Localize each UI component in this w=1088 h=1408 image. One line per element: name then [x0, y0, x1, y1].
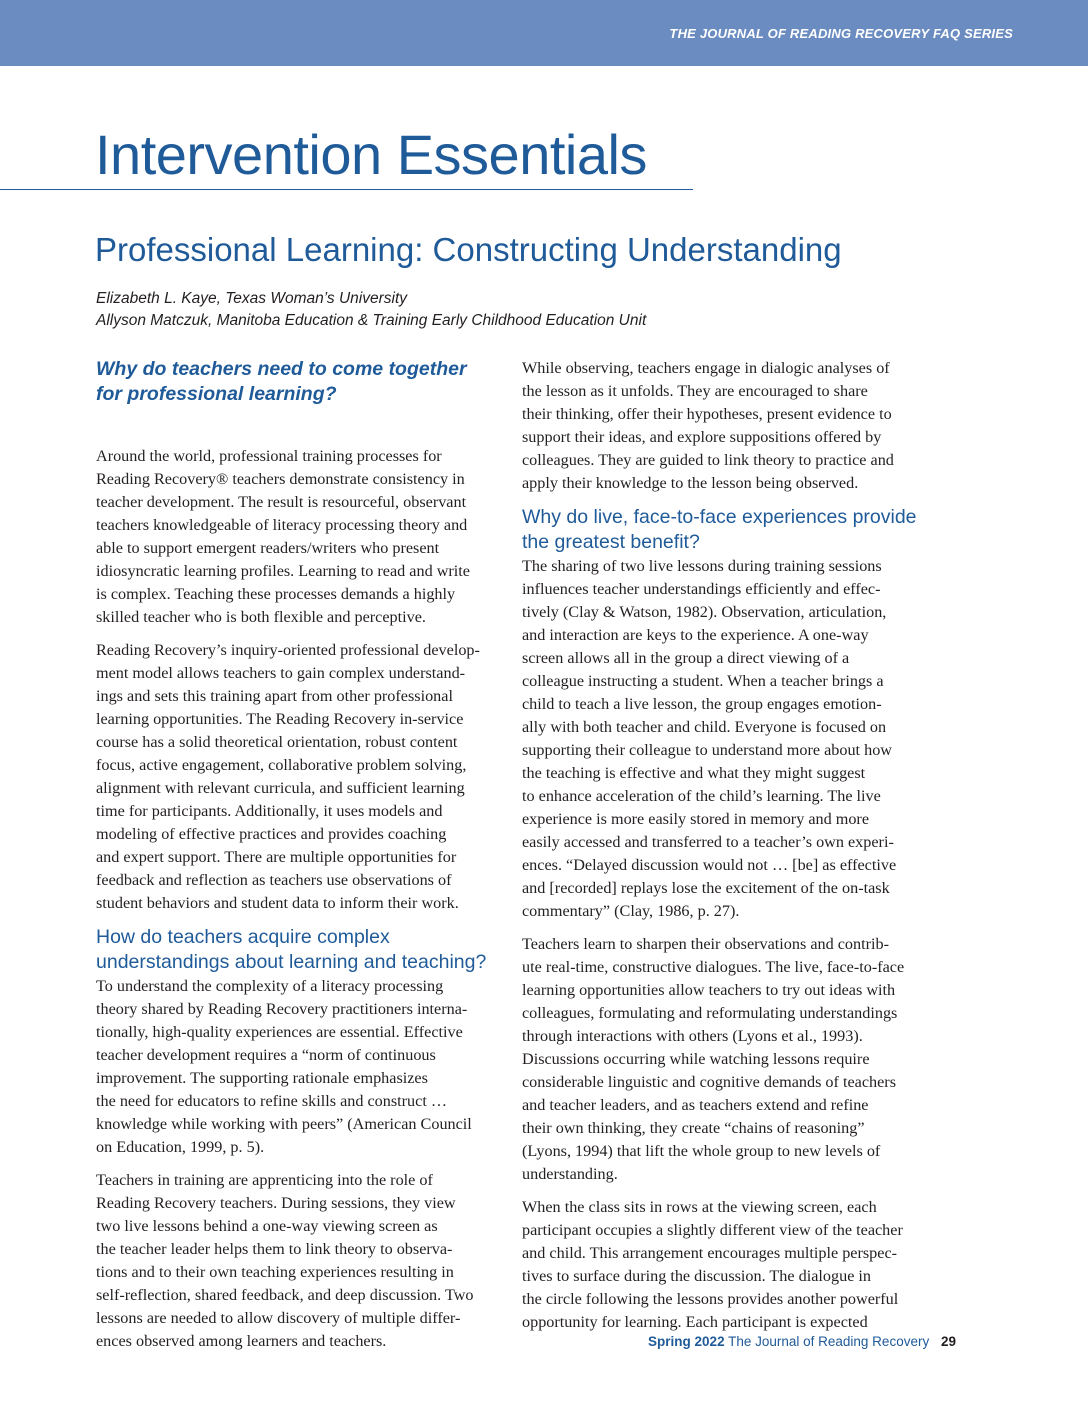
text-line: the need for educators to refine skills and construct … [96, 1092, 448, 1110]
text-line: two live lessons behind a one-way viewing screen as [96, 1217, 438, 1235]
text-line: teachers knowledgeable of literacy processing theory and [96, 516, 468, 534]
text-line: tively (Clay & Watson, 1982). Observation, articulation, [522, 603, 887, 621]
text-line: teacher development. The result is resourceful, observant [96, 493, 467, 511]
text-line: to enhance acceleration of the child’s learning. The live [522, 787, 881, 805]
text-line: skilled teacher who is both flexible and perceptive. [96, 608, 426, 626]
text-line: the circle following the lessons provides another powerful [522, 1290, 899, 1308]
paragraph [522, 357, 928, 495]
text-line: learning opportunities allow teachers to try out ideas with [522, 981, 896, 999]
paragraph [96, 975, 502, 1159]
text-line: the lesson as it unfolds. They are encouraged to share [522, 382, 868, 400]
text-line: idiosyncratic learning profiles. Learning to read and write [96, 562, 470, 580]
text-line: supporting their colleague to understand more about how [522, 741, 892, 759]
text-line: To understand the complexity of a literacy processing [96, 977, 444, 995]
text-line: lessons are needed to allow discovery of multiple differ- [96, 1309, 461, 1327]
title-divider [0, 189, 693, 190]
text-line: The sharing of two live lessons during training sessions [522, 557, 882, 575]
text-line: tives to surface during the discussion. The dialogue in [522, 1267, 872, 1285]
article-title: Professional Learning: Constructing Understanding [95, 231, 842, 268]
author-list [96, 288, 646, 332]
text-line: their own thinking, they create “chains of reasoning” [522, 1119, 865, 1137]
text-line: considerable linguistic and cognitive demands of teachers [522, 1073, 896, 1091]
text-line: Discussions occurring while watching lessons require [522, 1050, 870, 1068]
text-line: support their ideas, and explore suppositions offered by [522, 428, 882, 446]
text-line: ment model allows teachers to gain complex understand- [96, 664, 466, 682]
text-line: learning opportunities. The Reading Recovery in-service [96, 710, 464, 728]
issue-season: Spring 2022 [648, 1334, 725, 1349]
page-number: 29 [940, 1334, 956, 1349]
text-line: focus, active engagement, collaborative problem solving, [96, 756, 467, 774]
text-line: course has a solid theoretical orientation, robust content [96, 733, 458, 751]
text-line: (Lyons, 1994) that lift the whole group to new levels of [522, 1142, 881, 1160]
text-line: colleagues. They are guided to link theory to practice and [522, 451, 894, 469]
right-column [522, 357, 928, 1344]
text-line: ute real-time, constructive dialogues. The live, face-to-face [522, 958, 905, 976]
paragraph [522, 1196, 928, 1334]
text-line: knowledge while working with peers” (American Council [96, 1115, 472, 1133]
text-line: ings and sets this training apart from other professional [96, 687, 453, 705]
text-line: on Education, 1999, p. 5). [96, 1138, 265, 1156]
text-line: experience is more easily stored in memory and more [522, 810, 870, 828]
text-line: through interactions with others (Lyons et al., 1993). [522, 1027, 863, 1045]
text-line: Teachers learn to sharpen their observations and contrib- [522, 935, 889, 953]
text-line: their thinking, offer their hypotheses, present evidence to [522, 405, 892, 423]
text-line: ences. “Delayed discussion would not … [be] as effective [522, 856, 897, 874]
text-line: feedback and reflection as teachers use observations of [96, 871, 452, 889]
text-line: alignment with relevant curricula, and sufficient learning [96, 779, 465, 797]
text-line: colleague instructing a student. When a teacher brings a [522, 672, 884, 690]
text-line: and teacher leaders, and as teachers extend and refine [522, 1096, 869, 1114]
text-line: participant occupies a slightly different view of the teacher [522, 1221, 903, 1239]
text-line: colleagues, formulating and reformulating understandings [522, 1004, 898, 1022]
author-line: Elizabeth L. Kaye, Texas Woman’s University [96, 290, 407, 307]
text-line: the teaching is effective and what they might suggest [522, 764, 866, 782]
text-line: ally with both teacher and child. Everyone is focused on [522, 718, 887, 736]
text-line: Reading Recovery® teachers demonstrate consistency in [96, 470, 465, 488]
journal-name: The Journal of Reading Recovery [728, 1334, 930, 1349]
text-line: ences observed among learners and teachers. [96, 1332, 387, 1350]
text-line: improvement. The supporting rationale emphasizes [96, 1069, 428, 1087]
paragraph [522, 933, 928, 1186]
text-line: opportunity for learning. Each participant is expected [522, 1313, 868, 1331]
text-line: modeling of effective practices and provides coaching [96, 825, 447, 843]
text-line: commentary” (Clay, 1986, p. 27). [522, 902, 740, 920]
text-line: teacher development requires a “norm of continuous [96, 1046, 436, 1064]
text-line: time for participants. Additionally, it uses models and [96, 802, 443, 820]
text-line: tionally, high-quality experiences are essential. Effective [96, 1023, 463, 1041]
text-line: understanding. [522, 1165, 618, 1183]
text-line: and child. This arrangement encourages multiple perspec- [522, 1244, 898, 1262]
text-line: and interaction are keys to the experience. A one-way [522, 626, 869, 644]
question-heading: How do teachers acquire complex understandings about learning and teaching? [96, 926, 487, 973]
series-label: THE JOURNAL OF READING RECOVERY FAQ SERIES [669, 26, 1013, 41]
text-line: child to teach a live lesson, the group engages emotion- [522, 695, 882, 713]
text-line: and [recorded] replays lose the excitement of the on-task [522, 879, 890, 897]
text-line: easily accessed and transferred to a teacher’s own experi- [522, 833, 894, 851]
text-line: tions and to their own teaching experiences resulting in [96, 1263, 454, 1281]
text-line: theory shared by Reading Recovery practitioners interna- [96, 1000, 468, 1018]
text-line: When the class sits in rows at the viewing screen, each [522, 1198, 877, 1216]
text-line: Teachers in training are apprenticing into the role of [96, 1171, 433, 1189]
text-line: apply their knowledge to the lesson being observed. [522, 474, 859, 492]
text-line: influences teacher understandings efficiently and effec- [522, 580, 881, 598]
question-heading: Why do teachers need to come together for professional learning? [96, 358, 467, 405]
page-footer [648, 1334, 956, 1349]
text-line: While observing, teachers engage in dialogic analyses of [522, 359, 890, 377]
paragraph [522, 555, 928, 923]
text-line: Reading Recovery’s inquiry-oriented professional develop- [96, 641, 480, 659]
paragraph [96, 639, 502, 915]
author-line: Allyson Matczuk, Manitoba Education & Training Early Childhood Education Unit [96, 312, 647, 329]
text-line: Around the world, professional training processes for [96, 447, 442, 465]
text-line: is complex. Teaching these processes demands a highly [96, 585, 456, 603]
section-title: Intervention Essentials [95, 123, 647, 186]
text-line: able to support emergent readers/writers who present [96, 539, 440, 557]
text-line: Reading Recovery teachers. During sessions, they view [96, 1194, 456, 1212]
text-line: screen allows all in the group a direct viewing of a [522, 649, 850, 667]
question-heading: Why do live, face-to-face experiences provide the greatest benefit? [522, 506, 917, 553]
paragraph [96, 1169, 502, 1353]
left-column [96, 357, 502, 1363]
text-line: the teacher leader helps them to link theory to observa- [96, 1240, 453, 1258]
text-line: self-reflection, shared feedback, and deep discussion. Two [96, 1286, 474, 1304]
text-line: and expert support. There are multiple opportunities for [96, 848, 457, 866]
paragraph [96, 445, 502, 629]
header-banner [0, 0, 1088, 66]
text-line: student behaviors and student data to inform their work. [96, 894, 459, 912]
